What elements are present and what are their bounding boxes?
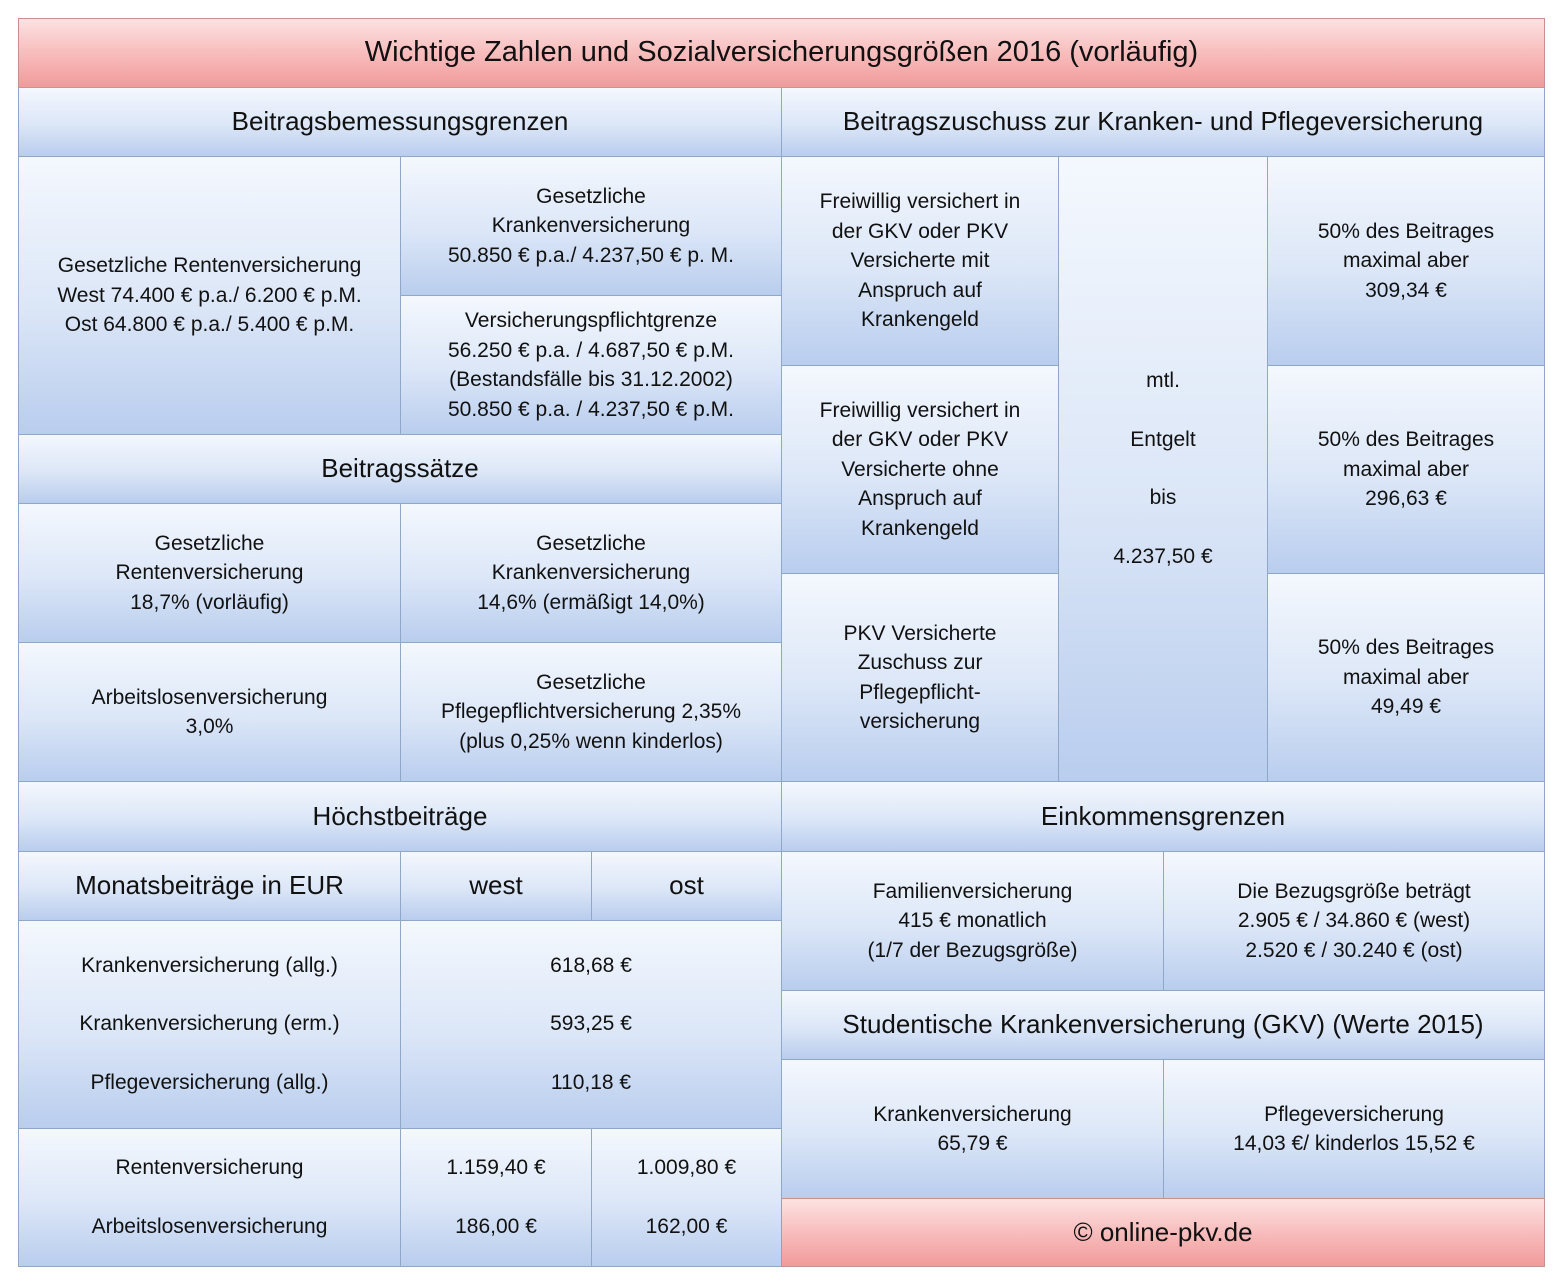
- bbg-rv-cell: [18, 156, 401, 435]
- hoechst-header-text: Höchstbeiträge: [312, 800, 488, 831]
- bbg-vpg-line: 50.850 € p.a. / 4.237,50 € p.M.: [447, 397, 735, 421]
- bs-pv-line: (plus 0,25% wenn kinderlos): [459, 729, 723, 753]
- bbg-kv-line: Gesetzliche: [536, 184, 646, 208]
- zuschuss-row3-label: [781, 573, 1059, 782]
- beitragssaetze-header: [18, 434, 782, 504]
- zuschuss-val3-line: 49,49 €: [1370, 695, 1442, 719]
- zuschuss-val3: [1267, 573, 1545, 782]
- bs-pv-line: Pflegepflichtversicherung 2,35%: [440, 700, 741, 724]
- bbg-vpg-line: Versicherungspflichtgrenze: [464, 309, 718, 332]
- zuschuss-header-text: Beitragszuschuss zur Kranken- und Pflegeversicherung: [842, 106, 1484, 137]
- bbg-vpg-line: (Bestandsfälle bis 31.12.2002): [449, 368, 733, 391]
- bs-kv-line: Gesetzliche: [536, 531, 646, 555]
- zuschuss-row3-line: Zuschuss zur: [857, 651, 983, 674]
- bs-rv-line: Gesetzliche: [154, 531, 265, 555]
- zuschuss-row3-line: PKV Versicherte: [843, 621, 997, 645]
- bbg-header: [18, 87, 782, 157]
- hoechst-col-west: [400, 851, 592, 921]
- bbg-kv-line: 50.850 € p.a./ 4.237,50 € p. M.: [447, 243, 735, 267]
- zuschuss-val1: [1267, 156, 1545, 366]
- student-kv-line: 65,79 €: [937, 1132, 1008, 1155]
- hoechst-rows-a: [18, 920, 401, 1129]
- student-pv-line: 14,03 €/ kinderlos 15,52 €: [1233, 1132, 1475, 1155]
- zuschuss-val2-line: maximal aber: [1342, 457, 1470, 481]
- einkommen-header-text: Einkommensgrenzen: [1040, 800, 1286, 831]
- hoechst-value: 1.159,40 €: [446, 1156, 546, 1179]
- bbg-header-text: Beitragsbemessungsgrenzen: [231, 106, 569, 137]
- hoechst-header: [18, 781, 782, 852]
- zuschuss-row2-line: Freiwillig versichert in: [819, 398, 1021, 422]
- bbg-rv-line: Ost 64.800 € p.a./ 5.400 € p.M.: [64, 313, 355, 337]
- hoechst-value: 162,00 €: [645, 1214, 728, 1238]
- zuschuss-entgelt-line: Entgelt: [1130, 427, 1196, 451]
- page-title-text: Wichtige Zahlen und Sozialversicherungsgrößen 2016 (vorläufig): [364, 36, 1199, 69]
- footer-copyright: [781, 1198, 1545, 1267]
- hoechst-value: 110,18 €: [550, 1070, 632, 1094]
- bs-rv-cell: [18, 503, 401, 643]
- hoechst-ost-b: [591, 1128, 782, 1267]
- bbg-rv-line: Gesetzliche Rentenversicherung: [57, 254, 362, 278]
- hoechst-col-ost-text: ost: [669, 870, 704, 901]
- hoechst-col-ost: [591, 851, 782, 921]
- einkommen-bezug-line: 2.520 € / 30.240 € (ost): [1245, 938, 1463, 962]
- student-header-text: Studentische Krankenversicherung (GKV) (Werte 2015): [842, 1009, 1484, 1040]
- einkommen-familie-line: 415 € monatlich: [898, 909, 1047, 933]
- bs-rv-line: 18,7% (vorläufig): [130, 590, 289, 614]
- bbg-kv-cell: [400, 156, 782, 296]
- student-pv-cell: [1163, 1059, 1545, 1199]
- zuschuss-val1-line: 309,34 €: [1365, 278, 1447, 302]
- hoechst-value: 593,25 €: [550, 1012, 632, 1036]
- bbg-vpg-cell: [400, 295, 782, 435]
- hoechst-row-label: Rentenversicherung: [115, 1156, 304, 1179]
- bs-av-line: Arbeitslosenversicherung: [91, 685, 328, 709]
- zuschuss-row2-line: der GKV oder PKV: [831, 428, 1009, 452]
- hoechst-row-label: Krankenversicherung (erm.): [79, 1012, 340, 1036]
- bbg-kv-line: Krankenversicherung: [491, 214, 691, 238]
- hoechst-value: 618,68 €: [550, 953, 632, 977]
- zuschuss-row1-line: Versicherte mit: [850, 249, 990, 273]
- hoechst-vals-a: [400, 920, 782, 1129]
- student-kv-line: Krankenversicherung: [873, 1102, 1072, 1126]
- zuschuss-row2-line: Krankengeld: [861, 516, 979, 540]
- zuschuss-row3-line: versicherung: [859, 710, 981, 733]
- einkommen-bezug-line: 2.905 € / 34.860 € (west): [1237, 909, 1471, 933]
- zuschuss-row1-line: Anspruch auf: [858, 278, 982, 302]
- hoechst-row-label: Pflegeversicherung (allg.): [90, 1070, 329, 1094]
- bs-kv-line: 14,6% (ermäßigt 14,0%): [477, 590, 705, 614]
- bs-kv-line: Krankenversicherung: [491, 561, 691, 585]
- bs-av-cell: [18, 642, 401, 782]
- beitragssaetze-header-text: Beitragssätze: [321, 453, 479, 484]
- zuschuss-entgelt-line: mtl.: [1146, 369, 1180, 392]
- bs-av-line: 3,0%: [185, 715, 234, 738]
- zuschuss-header: [781, 87, 1545, 157]
- zuschuss-entgelt-line: bis: [1149, 486, 1177, 509]
- zuschuss-row2-line: Versicherte ohne: [841, 457, 999, 481]
- zuschuss-row2-line: Anspruch auf: [858, 487, 982, 511]
- zuschuss-row1-line: Krankengeld: [861, 308, 979, 332]
- zuschuss-val2-line: 296,63 €: [1365, 487, 1447, 511]
- zuschuss-entgelt-cell: [1058, 156, 1268, 782]
- zuschuss-val1-line: maximal aber: [1342, 249, 1470, 273]
- zuschuss-val2: [1267, 365, 1545, 574]
- bs-pv-line: Gesetzliche: [536, 670, 646, 694]
- einkommen-familie-cell: [781, 851, 1164, 991]
- zuschuss-row2-label: [781, 365, 1059, 574]
- hoechst-rows-b: [18, 1128, 401, 1267]
- einkommen-familie-line: (1/7 der Bezugsgröße): [867, 938, 1078, 962]
- hoechst-value: 186,00 €: [455, 1214, 537, 1238]
- einkommen-familie-line: Familienversicherung: [872, 879, 1073, 903]
- student-header: [781, 990, 1545, 1060]
- hoechst-col-west-text: west: [469, 870, 523, 901]
- zuschuss-val3-line: 50% des Beitrages: [1317, 636, 1495, 660]
- zuschuss-val1-line: 50% des Beitrages: [1317, 219, 1495, 243]
- bbg-rv-line: West 74.400 € p.a./ 6.200 € p.M.: [57, 283, 362, 307]
- hoechst-col-label: [18, 851, 401, 921]
- zuschuss-row1-label: [781, 156, 1059, 366]
- einkommen-header: [781, 781, 1545, 852]
- zuschuss-val3-line: maximal aber: [1342, 665, 1470, 689]
- bs-rv-line: Rentenversicherung: [115, 561, 304, 585]
- bs-kv-cell: [400, 503, 782, 643]
- bs-pv-cell: [400, 642, 782, 782]
- einkommen-bezug-line: Die Bezugsgröße beträgt: [1237, 879, 1471, 903]
- page-title: [18, 18, 1545, 88]
- zuschuss-val2-line: 50% des Beitrages: [1317, 428, 1495, 452]
- footer-copyright-text: © online-pkv.de: [1073, 1216, 1253, 1247]
- zuschuss-row1-line: der GKV oder PKV: [831, 219, 1009, 243]
- einkommen-bezug-cell: [1163, 851, 1545, 991]
- student-pv-line: Pflegeversicherung: [1264, 1102, 1444, 1126]
- hoechst-col-label-text: Monatsbeiträge in EUR: [75, 870, 344, 901]
- bbg-vpg-line: 56.250 € p.a. / 4.687,50 € p.M.: [447, 338, 735, 362]
- student-kv-cell: [781, 1059, 1164, 1199]
- hoechst-value: 1.009,80 €: [636, 1156, 737, 1179]
- hoechst-west-b: [400, 1128, 592, 1267]
- zuschuss-row1-line: Freiwillig versichert in: [819, 190, 1021, 214]
- hoechst-row-label: Arbeitslosenversicherung: [91, 1214, 328, 1238]
- zuschuss-entgelt-line: 4.237,50 €: [1113, 544, 1213, 568]
- hoechst-row-label: Krankenversicherung (allg.): [81, 953, 338, 977]
- zuschuss-row3-line: Pflegepflicht-: [859, 680, 981, 704]
